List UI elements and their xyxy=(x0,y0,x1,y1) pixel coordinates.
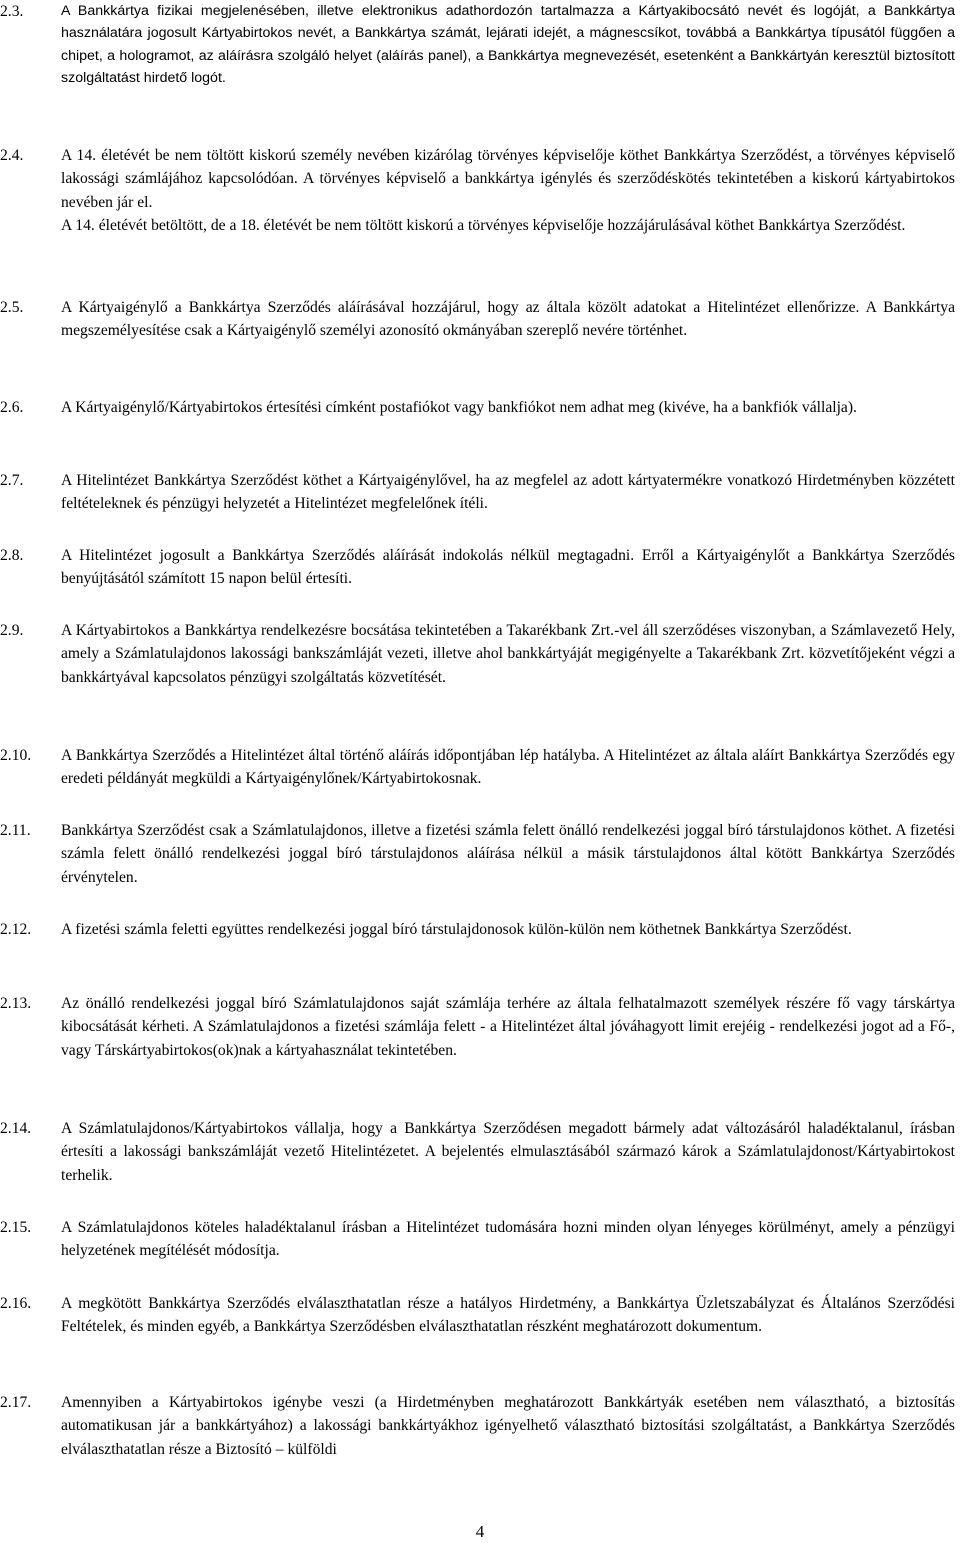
section-text: A Számlatulajdonos köteles haladéktalanul írásban a Hitelintézet tudomására hozni minden olyan lényeges körülményt, amely a pénzügyi helyzetének megítélését módosítja. xyxy=(61,1219,955,1260)
section-paragraph: A 14. életévét betöltött, de a 18. életévét be nem töltött kiskorú a törvényes képviselője hozzájárulásával köthet Bankkártya Szerződést. xyxy=(61,216,906,234)
section-text: A Bankkártya fizikai megjelenésében, illetve elektronikus adathordozón tartalmazza a Kártyakibocsátó nevét és logóját, a Bankkártya használatára jogosult Kártyabirtokos nevét, a Bankkártya számát, lejárati idejét, a mágnescsíkot, továbbá a Bankkártya típusától függően a chipet, a hologramot, az aláírásra szolgáló helyet (aláírás panel), a Bankkártya megnevezését, esetenként a Bankkártyán keresztül biztosított szolgáltatást hirdető logót. xyxy=(61,3,955,86)
section-text: A Bankkártya Szerződés a Hitelintézet által történő aláírás időpontjában lép hatályba. A Hitelintézet az általa aláírt Bankkártya Szerződés egy eredeti példányát megküldi a Kártyaigénylőnek/Kártyabirtokosnak. xyxy=(61,747,955,788)
section-number: 2.3. xyxy=(0,3,24,20)
section-number: 2.12. xyxy=(0,921,32,938)
section-text: Az önálló rendelkezési joggal bíró Számlatulajdonos saját számlája terhére az általa felhatalmazott személyek részére fő vagy társkártya kibocsátását kérheti. A Számlatulajdonos a fizetési számlája felett - a Hitelintézet által jóváhagyott limit erejéig - rendelkezési jogot ad a Fő-, vagy Társkártyabirtokos(ok)nak a kártyahasználat tekintetében. xyxy=(61,995,955,1059)
section-number: 2.5. xyxy=(0,299,24,316)
section-number: 2.16. xyxy=(0,1295,32,1312)
page-number: 4 xyxy=(475,1522,485,1541)
section-number: 2.6. xyxy=(0,399,24,416)
section-text: A megkötött Bankkártya Szerződés elválaszthatatlan része a hatályos Hirdetmény, a Bankkártya Üzletszabályzat és Általános Szerződési Feltételek, és minden egyéb, a Bankkártya Szerződésben elválaszthatatlan részként meghatározott dokumentum. xyxy=(61,1295,955,1336)
section-text xyxy=(61,144,955,237)
section-number: 2.15. xyxy=(0,1219,32,1236)
section-number: 2.8. xyxy=(0,547,24,564)
section-text: A Kártyaigénylő a Bankkártya Szerződés aláírásával hozzájárul, hogy az általa közölt adatokat a Hitelintézet ellenőrizze. A Bankkártya megszemélyesítése csak a Kártyaigénylő személyi azonosító okmányában szereplő nevére történhet. xyxy=(61,299,955,340)
section-text: Bankkártya Szerződést csak a Számlatulajdonos, illetve a fizetési számla felett önálló rendelkezési joggal bíró társtulajdonos köthet. A fizetési számla felett önálló rendelkezési joggal bíró társtulajdonos aláírása nélkül a másik társtulajdonos által kötött Bankkártya Szerződés érvénytelen. xyxy=(61,822,955,886)
section-text: A fizetési számla feletti együttes rendelkezési joggal bíró társtulajdonosok külön-külön nem köthetnek Bankkártya Szerződést. xyxy=(61,921,852,938)
section-paragraph: A 14. életévét be nem töltött kiskorú személy nevében kizárólag törvényes képviselője köthet Bankkártya Szerződést, a törvényes képviselő lakossági számlájához kapcsolódóan. A törvényes képviselő a bankkártya igénylés és szerződéskötés tekintetében a kiskorú kártyabirtokos nevében jár el. xyxy=(61,147,955,211)
section-number: 2.7. xyxy=(0,472,24,489)
section-number: 2.4. xyxy=(0,147,24,164)
section-number: 2.10. xyxy=(0,747,32,764)
section-text: A Számlatulajdonos/Kártyabirtokos vállalja, hogy a Bankkártya Szerződésen megadott bármely adat változásáról haladéktalanul, írásban értesíti a lakossági bankszámláját vezető Hitelintézetet. A bejelentés elmulasztásából származó károk a Számlatulajdonost/Kártyabirtokost terhelik. xyxy=(61,1120,955,1184)
section-text: A Hitelintézet jogosult a Bankkártya Szerződés aláírását indokolás nélkül megtagadni. Erről a Kártyaigénylőt a Bankkártya Szerződés benyújtásától számított 15 napon belül értesíti. xyxy=(61,547,955,588)
section-text: A Hitelintézet Bankkártya Szerződést köthet a Kártyaigénylővel, ha az megfelel az adott kártyatermékre vonatkozó Hirdetményben közzétett feltételeknek és pénzügyi helyzetét a Hitelintézet megfelelőnek ítéli. xyxy=(61,472,955,513)
section-number: 2.13. xyxy=(0,995,32,1012)
section-text: A Kártyabirtokos a Bankkártya rendelkezésre bocsátása tekintetében a Takarékbank Zrt.-vel áll szerződéses viszonyban, a Számlavezető Hely, amely a Számlatulajdonos lakossági bankszámláját vezeti, illetve ahol bankkártyáját megigényelte a Takarékbank Zrt. közvetítőjeként végzi a bankkártyával kapcsolatos pénzügyi szolgáltatás közvetítését. xyxy=(61,622,955,686)
section-text: A Kártyaigénylő/Kártyabirtokos értesítési címként postafiókot vagy bankfiókot nem adhat meg (kivéve, ha a bankfiók vállalja). xyxy=(61,399,857,416)
section-number: 2.17. xyxy=(0,1394,32,1411)
section-number: 2.11. xyxy=(0,822,31,839)
section-number: 2.14. xyxy=(0,1120,32,1137)
section-number: 2.9. xyxy=(0,622,24,639)
section-text: Amennyiben a Kártyabirtokos igénybe veszi (a Hirdetményben meghatározott Bankkártyák esetében nem választható, a biztosítás automatikusan jár a bankkártyához) a lakossági bankkártyákhoz igényelhető választható biztosítási szolgáltatást, a Bankkártya Szerződés elválaszthatatlan része a Biztosító – külföldi xyxy=(61,1394,955,1458)
